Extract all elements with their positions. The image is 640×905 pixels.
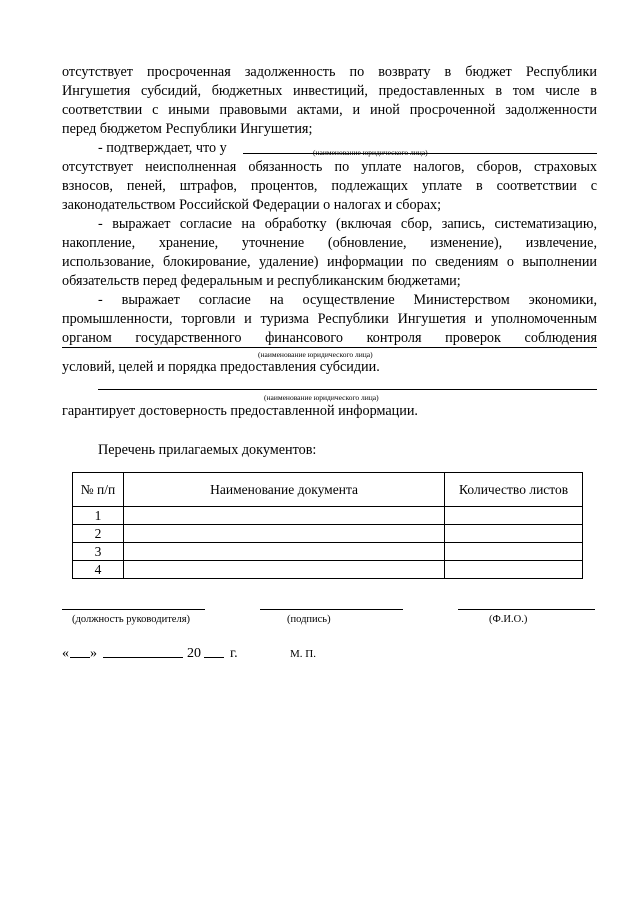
seal-label: М. П. <box>290 648 316 660</box>
table-row <box>73 543 583 561</box>
text-line: промышленности, торговли и туризма Республики Ингушетия и уполномоченным <box>62 311 597 327</box>
text-line: перед бюджетом Республики Ингушетия; <box>62 121 313 137</box>
document-name-cell[interactable] <box>123 525 444 543</box>
text-line: законодательством Российской Федерации о налогах и сборах; <box>62 197 442 213</box>
text-line: - выражает согласие на обработку (включая сбор, запись, систематизацию, <box>98 216 597 232</box>
document-name-cell[interactable] <box>123 543 444 561</box>
text-line: гарантирует достоверность предоставленной информации. <box>62 403 418 419</box>
month-blank <box>103 657 183 658</box>
signature-blank <box>260 609 403 610</box>
table-row <box>73 507 583 525</box>
year-blank <box>204 657 224 658</box>
text-line: органом государственного финансового контроля проверок соблюдения <box>62 330 597 346</box>
row-number: 3 <box>73 543 124 561</box>
caption-legal-entity: (наименование юридического лица) <box>264 393 379 402</box>
row-number: 4 <box>73 561 124 579</box>
year-prefix: 20 <box>187 646 201 661</box>
documents-table <box>72 472 583 579</box>
text-line: - выражает согласие на осуществление Министерством экономики, <box>98 292 597 308</box>
date-open-quote: « <box>62 646 69 661</box>
table-row <box>73 525 583 543</box>
year-suffix: г. <box>230 646 238 661</box>
text-line: соответствии с иными правовыми актами, и иной просроченной задолженности <box>62 102 597 118</box>
header-number-text: № п/п <box>80 481 116 497</box>
table-row <box>73 561 583 579</box>
text-line: отсутствует просроченная задолженность по возврату в бюджет Республики <box>62 64 597 80</box>
text-line: - подтверждает, что у <box>98 140 227 156</box>
document-name-cell[interactable] <box>123 507 444 525</box>
column-header-document-name: Наименование документа <box>123 473 444 507</box>
text-line: условий, целей и порядка предоставления субсидии. <box>62 359 380 375</box>
sheet-count-cell[interactable] <box>445 525 583 543</box>
date-close-quote: » <box>90 646 97 661</box>
list-heading: Перечень прилагаемых документов: <box>98 442 317 458</box>
table-header-row <box>73 473 583 507</box>
text-line: обязательств перед федеральным и республиканским бюджетами; <box>62 273 461 289</box>
signature-caption: (подпись) <box>287 614 331 625</box>
column-header-sheet-count: Количество листов <box>445 473 583 507</box>
document-name-cell[interactable] <box>123 561 444 579</box>
text-line: использование, блокирование, удаление) информации по сведениям о выполнении <box>62 254 597 270</box>
sheet-count-cell[interactable] <box>445 561 583 579</box>
position-blank <box>62 609 205 610</box>
row-number: 1 <box>73 507 124 525</box>
position-caption: (должность руководителя) <box>72 614 191 625</box>
full-name-caption: (Ф.И.О.) <box>489 614 528 625</box>
text-line: накопление, хранение, уточнение (обновление, изменение), извлечение, <box>62 235 597 251</box>
text-line: Ингушетия субсидий, бюджетных инвестиций, предоставленных в том числе в <box>62 83 597 99</box>
sheet-count-cell[interactable] <box>445 507 583 525</box>
row-number: 2 <box>73 525 124 543</box>
caption-legal-entity: (наименование юридического лица) <box>313 148 428 157</box>
text-line: взносов, пеней, штрафов, процентов, подлежащих уплате в соответствии с <box>62 178 597 194</box>
day-blank <box>70 657 90 658</box>
column-header-number <box>73 473 124 507</box>
legal-entity-blank-2 <box>62 347 597 348</box>
full-name-blank <box>458 609 595 610</box>
text-line: отсутствует неисполненная обязанность по уплате налогов, сборов, страховых <box>62 159 597 175</box>
legal-entity-blank-3 <box>98 389 597 390</box>
caption-legal-entity: (наименование юридического лица) <box>258 350 373 359</box>
sheet-count-cell[interactable] <box>445 543 583 561</box>
